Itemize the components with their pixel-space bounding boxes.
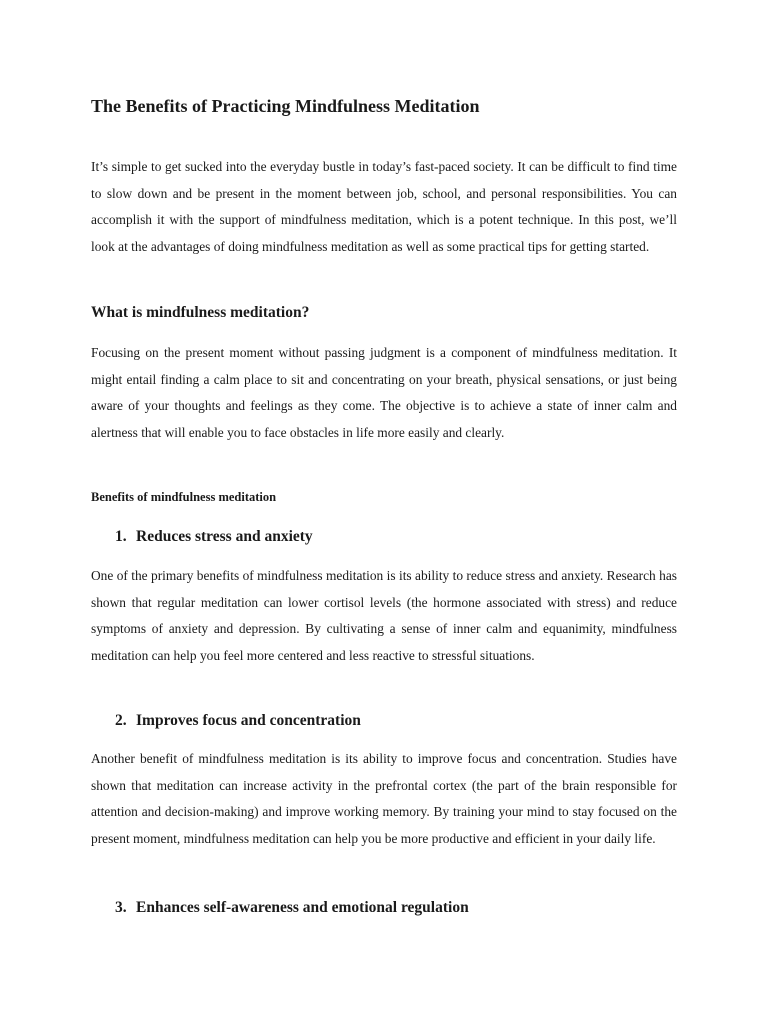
intro-paragraph: It’s simple to get sucked into the everyday bustle in today’s fast-paced society. It can be difficult to find time to slow down and be present in the moment between job, school, and personal responsibilities. You can accomplish it with the support of mindfulness meditation, which is a potent technique. In this post, we’ll look at the advantages of doing mindfulness meditation as well as some practical tips for getting started.: [91, 159, 677, 254]
list-number: 1.: [115, 528, 127, 545]
benefit-title: Enhances self-awareness and emotional regulation: [136, 899, 469, 916]
list-number: 2.: [115, 712, 127, 729]
benefit-paragraph-1: One of the primary benefits of mindfulness meditation is its ability to reduce stress and anxiety. Research has shown that regular meditation can lower cortisol levels (the hormone associated with stress) and reduce symptoms of anxiety and depression. By cultivating a sense of inner calm and equanimity, mindfulness meditation can help you feel more centered and less reactive to stressful situations.: [91, 568, 677, 663]
benefit-title: Improves focus and concentration: [136, 712, 361, 729]
benefit-heading-1: [115, 526, 313, 548]
what-is-heading: What is mindfulness meditation?: [91, 304, 310, 321]
benefit-paragraph-2: Another benefit of mindfulness meditation is its ability to improve focus and concentration. Studies have shown that meditation can increase activity in the prefrontal cortex (the part of the brain responsible for attention and decision-making) and improve working memory. By training your mind to stay focused on the present moment, mindfulness meditation can help you be more productive and efficient in your daily life.: [91, 751, 677, 846]
document-title: The Benefits of Practicing Mindfulness Meditation: [91, 96, 480, 116]
benefit-heading-2: [115, 710, 361, 732]
benefits-heading: Benefits of mindfulness meditation: [91, 490, 277, 504]
benefit-heading-3: [115, 897, 469, 919]
benefit-title: Reduces stress and anxiety: [136, 528, 313, 545]
what-is-paragraph: Focusing on the present moment without passing judgment is a component of mindfulness meditation. It might entail finding a calm place to sit and concentrating on your breath, physical sensations, or just being aware of your thoughts and feelings as they come. The objective is to achieve a state of inner calm and alertness that will enable you to face obstacles in life more easily and clearly.: [91, 345, 677, 440]
list-number: 3.: [115, 899, 127, 916]
